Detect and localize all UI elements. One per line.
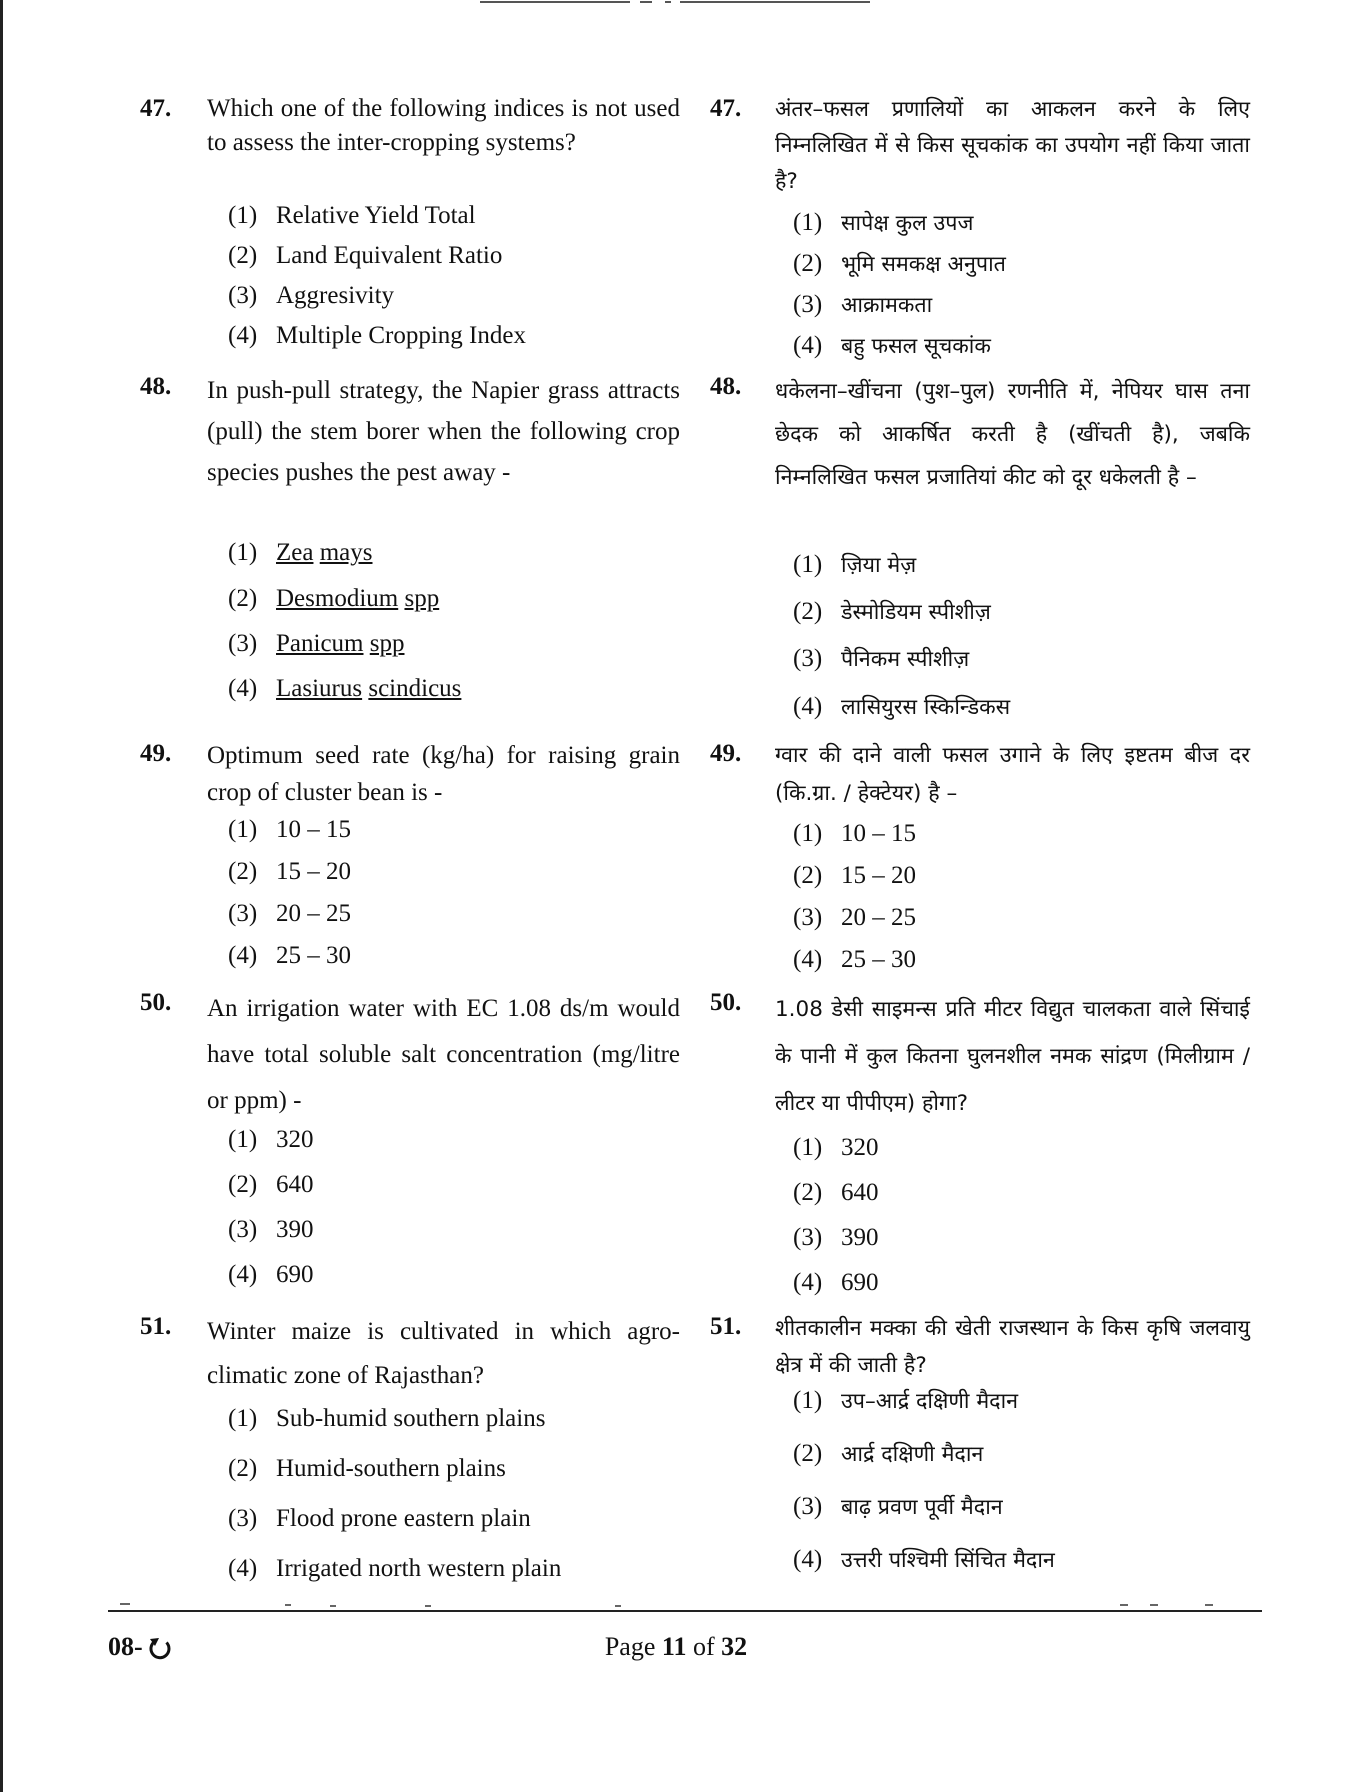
question-number: 51.	[710, 1313, 742, 1340]
option-2: (2) 640	[793, 1179, 879, 1206]
question-text: Winter maize is cultivated in which agro-climatic zone of Rajasthan?	[207, 1318, 680, 1389]
option-4: (4) बहु फसल सूचकांक	[793, 332, 991, 359]
option-3: (3) Flood prone eastern plain	[228, 1505, 531, 1532]
option-3: (3) 390	[228, 1216, 314, 1243]
option-1: (1) 320	[228, 1126, 314, 1153]
option-4: (4) Irrigated north western plain	[228, 1555, 562, 1582]
question-text: In push-pull strategy, the Napier grass attracts (pull) the stem borer when the following crop species pushes the pest away -	[207, 377, 680, 486]
option-4: (4) 25 – 30	[228, 942, 351, 969]
option-3: (3) Aggresivity	[228, 282, 395, 309]
option-1: (1) 10 – 15	[793, 820, 916, 847]
scan-mark	[330, 1605, 336, 1607]
option-2: (2) Land Equivalent Ratio	[228, 242, 503, 269]
option-3: (3) 20 – 25	[228, 900, 351, 927]
question-number: 51.	[140, 1313, 172, 1340]
hindi-column	[710, 0, 1250, 1600]
question-text: 1.08 डेसी साइमन्स प्रति मीटर विद्युत चालकता वाले सिंचाई के पानी में कुल कितना घुलनशील नमक सांद्रण (मिलीग्राम / लीटर या पीपीएम) होगा?	[775, 997, 1250, 1116]
option-2: (2) 15 – 20	[228, 858, 351, 885]
question-number: 49.	[710, 740, 742, 767]
scan-mark	[1150, 1604, 1158, 1606]
scan-mark	[120, 1603, 130, 1605]
question-text: शीतकालीन मक्का की खेती राजस्थान के किस कृषि जलवायु क्षेत्र में की जाती है?	[775, 1316, 1250, 1378]
option-3: (3) बाढ़ प्रवण पूर्वी मैदान	[793, 1493, 1003, 1520]
question-text: Optimum seed rate (kg/ha) for raising grain crop of cluster bean is -	[207, 742, 680, 806]
option-3: (3) पैनिकम स्पीशीज़	[793, 645, 970, 672]
option-3: (3) 20 – 25	[793, 904, 916, 931]
scan-mark	[615, 1605, 621, 1607]
option-2: (2) 15 – 20	[793, 862, 916, 889]
option-2: (2) डेस्मोडियम स्पीशीज़	[793, 598, 991, 625]
option-4: (4) Lasiurus scindicus	[228, 675, 462, 702]
option-4: (4) 690	[793, 1269, 879, 1296]
option-4: (4) Multiple Cropping Index	[228, 322, 526, 349]
option-1: (1) 320	[793, 1134, 879, 1161]
option-2: (2) Humid-southern plains	[228, 1455, 506, 1482]
question-text: An irrigation water with EC 1.08 ds/m would have total soluble salt concentration (mg/litre or ppm) -	[207, 995, 680, 1114]
question-number: 50.	[710, 989, 742, 1016]
option-2: (2) आर्द्र दक्षिणी मैदान	[793, 1440, 984, 1467]
option-1: (1) Relative Yield Total	[228, 202, 476, 229]
option-4: (4) 25 – 30	[793, 946, 916, 973]
question-number: 49.	[140, 740, 172, 767]
option-4: (4) 690	[228, 1261, 314, 1288]
option-1: (1) ज़िया मेज़	[793, 551, 917, 578]
question-text: ग्वार की दाने वाली फसल उगाने के लिए इष्टतम बीज दर (कि.ग्रा. / हेक्टेयर) है –	[775, 743, 1250, 806]
scan-left-edge	[0, 0, 3, 1792]
option-2: (2) 640	[228, 1171, 314, 1198]
option-1: (1) सापेक्ष कुल उपज	[793, 209, 974, 236]
scan-mark	[285, 1604, 291, 1606]
booklet-code: 08-	[108, 1630, 173, 1664]
question-text: अंतर–फसल प्रणालियों का आकलन करने के लिए निम्नलिखित में से किस सूचकांक का उपयोग नहीं किया जाता है?	[775, 97, 1250, 194]
question-number: 50.	[140, 989, 172, 1016]
option-4: (4) उत्तरी पश्चिमी सिंचित मैदान	[793, 1546, 1055, 1573]
option-3: (3) 390	[793, 1224, 879, 1251]
option-2: (2) Desmodium spp	[228, 585, 440, 612]
option-1: (1) 10 – 15	[228, 816, 351, 843]
question-number: 47.	[710, 95, 742, 122]
scan-mark	[1205, 1604, 1213, 1606]
question-number: 48.	[710, 373, 742, 400]
option-1: (1) Zea mays	[228, 539, 373, 566]
scan-mark	[1120, 1604, 1128, 1606]
option-3: (3) आक्रामकता	[793, 291, 933, 318]
question-number: 48.	[140, 373, 172, 400]
scan-mark	[425, 1605, 431, 1607]
question-number: 47.	[140, 95, 172, 122]
english-column	[140, 0, 680, 1600]
option-1: (1) उप–आर्द्र दक्षिणी मैदान	[793, 1387, 1019, 1414]
option-3: (3) Panicum spp	[228, 630, 405, 657]
option-1: (1) Sub-humid southern plains	[228, 1405, 546, 1432]
page-number: Page 11 of 32	[604, 1632, 748, 1661]
question-text: Which one of the following indices is not used to assess the inter-cropping systems?	[207, 95, 680, 156]
option-4: (4) लासियुरस स्किन्डिकस	[793, 693, 1011, 720]
option-2: (2) भूमि समकक्ष अनुपात	[793, 250, 1006, 277]
question-text: धकेलना–खींचना (पुश–पुल) रणनीति में, नेपियर घास तना छेदक को आकर्षित करती है (खींचती है), जबकि निम्नलिखित फसल प्रजातियां कीट को दूर धकेलती है –	[775, 379, 1250, 490]
footer-rule	[108, 1610, 1262, 1612]
